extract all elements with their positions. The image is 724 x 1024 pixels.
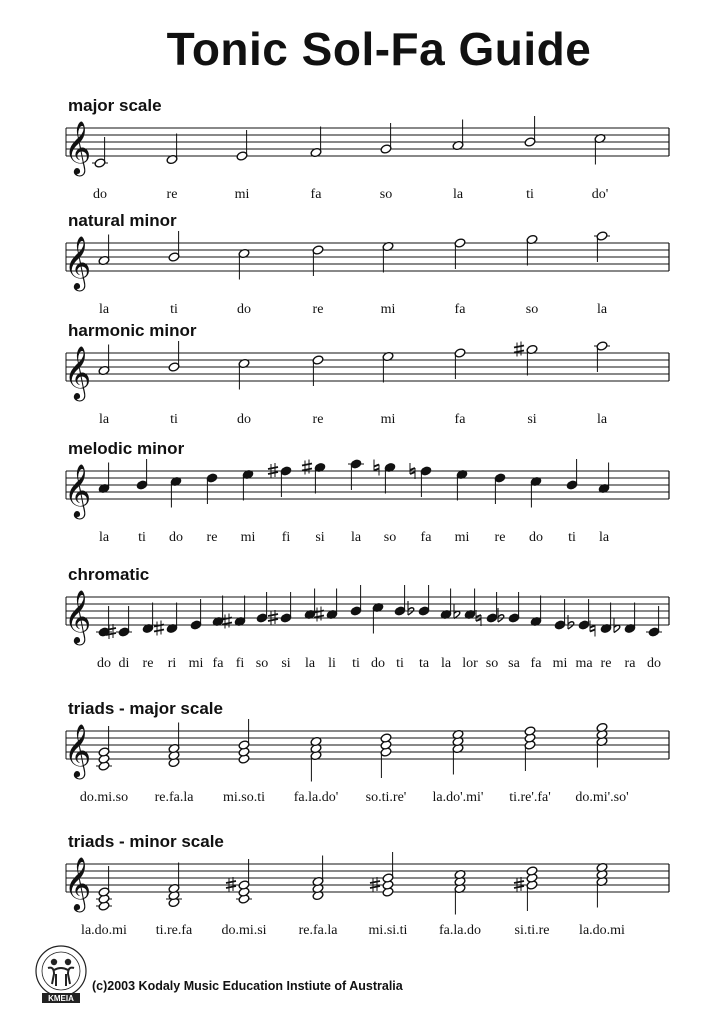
solfa-syllable: re [494,530,506,545]
solfa-syllable: fi [235,656,245,671]
solfa-syllable: fa [454,412,466,427]
solfa-syllable: re [166,187,178,202]
note [168,341,180,372]
svg-text:𝄞: 𝄞 [64,856,92,910]
section-harmonic-minor [0,321,724,431]
staff [0,96,724,186]
section-major-scale [0,96,724,206]
svg-text:𝄞: 𝄞 [64,345,92,399]
solfa-syllable: re.fa.la [154,790,194,805]
note [154,603,178,636]
svg-text:𝄞: 𝄞 [64,235,92,289]
solfa-syllable: ti [170,302,178,317]
solfa-syllable: si [527,412,537,427]
solfa-syllable: do [97,656,111,671]
solfa-syllable: lor [462,656,478,671]
solfa-syllable: si [315,530,325,545]
solfa-syllable: ti [170,412,178,427]
solfa-syllable: si [281,656,291,671]
solfa-syllable: do.mi.so [79,790,129,805]
svg-text:𝄞: 𝄞 [64,589,92,643]
solfa-syllable: fa [454,302,466,317]
solfa-syllable: la.do.mi [81,923,127,938]
solfa-syllable: fi [281,530,291,545]
section-chromatic [0,565,724,675]
solfa-syllable: do.mi.si [221,923,267,938]
solfa-syllable: so [485,656,499,671]
staff [0,439,724,529]
solfa-syllable: fa [420,530,432,545]
solfa-syllable: la [598,530,610,545]
solfa-syllable: ta [418,656,430,671]
note [408,585,430,616]
solfa-syllable: la [596,302,608,317]
solfa-syllable: sa [508,656,520,671]
solfa-syllable: ti [526,187,534,202]
solfa-syllable: ti [568,530,576,545]
solfa-syllable: la [596,412,608,427]
page-title: Tonic Sol-Fa Guide [166,23,592,75]
solfa-syllable: re [142,656,154,671]
chord [238,719,250,764]
section-title: natural minor [68,211,177,230]
section-triads-major [0,699,724,809]
solfa-syllable: do.mi'.so' [575,790,629,805]
solfa-syllable: la [304,656,316,671]
solfa-syllable: re [312,302,324,317]
solfa-syllable: ti.re'.fa' [509,790,551,805]
section-triads-minor [0,832,724,942]
staff [0,321,724,411]
note [590,603,612,637]
chord [370,852,394,897]
note [514,342,538,376]
solfa-syllable: ra [624,656,636,671]
note [350,585,362,616]
solfa-syllable: la [98,530,110,545]
solfa-syllable: ti.re.fa [155,923,193,938]
chord [524,726,536,771]
section-title: triads - minor scale [68,832,224,851]
solfa-syllable: la [98,412,110,427]
note [374,460,396,494]
note [136,459,148,490]
solfa-syllable: la [350,530,362,545]
svg-text:𝄞: 𝄞 [64,120,92,174]
solfa-syllable: mi.so.ti [222,790,266,805]
note [302,460,326,494]
solfa-syllable: do [169,530,183,545]
solfa-syllable: do [529,530,543,545]
section-title: chromatic [68,565,150,584]
solfa-syllable: ti [396,656,404,671]
chord [380,733,392,778]
solfa-syllable: mi [188,656,204,671]
solfa-syllable: mi [240,530,256,545]
logo-text: KMEIA [48,994,74,1003]
section-natural-minor [0,211,724,321]
solfa-syllable: ti [352,656,360,671]
treble-clef-icon [64,235,91,291]
section-title: triads - major scale [68,699,223,718]
solfa-syllable: ma [575,656,593,671]
solfa-syllable: so [383,530,397,545]
solfa-syllable: di [118,656,130,671]
treble-clef-icon [64,345,91,401]
solfa-syllable: fa.la.do' [293,790,339,805]
solfa-syllable: la [452,187,464,202]
solfa-syllable: so [379,187,393,202]
note [524,116,536,147]
solfa-syllable: si.ti.re [514,923,550,938]
solfa-syllable: fa [310,187,322,202]
svg-text:𝄞: 𝄞 [64,723,92,777]
solfa-syllable: la.do.mi [579,923,625,938]
solfa-syllable: so [525,302,539,317]
solfa-syllable: li [328,656,336,671]
solfa-syllable: ti [138,530,146,545]
solfa-syllable: re [312,412,324,427]
section-title: melodic minor [68,439,185,458]
note [168,231,180,262]
section-title: harmonic minor [68,321,197,340]
solfa-syllable: do [237,302,251,317]
treble-clef-icon [64,856,91,912]
solfa-syllable: ri [167,656,177,671]
solfa-syllable: mi [380,302,396,317]
note [566,459,578,490]
treble-clef-icon [64,120,91,176]
section-melodic-minor [0,439,724,549]
solfa-syllable: do [371,656,385,671]
note [222,596,246,629]
solfa-syllable: fa.la.do [439,923,481,938]
solfa-syllable: do [93,187,107,202]
note [394,585,406,616]
kmeia-logo [32,944,90,1006]
solfa-syllable: do [237,412,251,427]
solfa-syllable: fa [212,656,224,671]
solfa-syllable: mi [380,412,396,427]
solfa-syllable: so.ti.re' [365,790,407,805]
chord [226,859,252,904]
svg-text:𝄞: 𝄞 [64,463,92,517]
treble-clef-icon [64,589,91,645]
chord [96,866,112,911]
solfa-syllable: do' [591,187,609,202]
section-title: major scale [68,96,162,115]
solfa-syllable: so [255,656,269,671]
solfa-syllable: mi [552,656,568,671]
solfa-syllable: mi [234,187,250,202]
solfa-syllable: fa [530,656,542,671]
staff [0,565,724,655]
solfa-syllable: re.fa.la [298,923,338,938]
chord [96,726,112,771]
staff [0,832,724,922]
note [314,589,338,622]
solfa-syllable: mi.si.ti [368,923,408,938]
footer-copyright: (c)2003 Kodaly Music Education Instiute of Australia [92,979,403,993]
chord [514,866,538,911]
solfa-syllable: do [647,656,661,671]
staff [0,211,724,301]
solfa-syllable: re [600,656,612,671]
treble-clef-icon [64,723,91,779]
solfa-syllable: la [98,302,110,317]
solfa-syllable: re [206,530,218,545]
solfa-syllable: la [440,656,452,671]
solfa-syllable: la.do'.mi' [432,790,484,805]
treble-clef-icon [64,463,91,519]
solfa-syllable: mi [454,530,470,545]
staff [0,699,724,789]
